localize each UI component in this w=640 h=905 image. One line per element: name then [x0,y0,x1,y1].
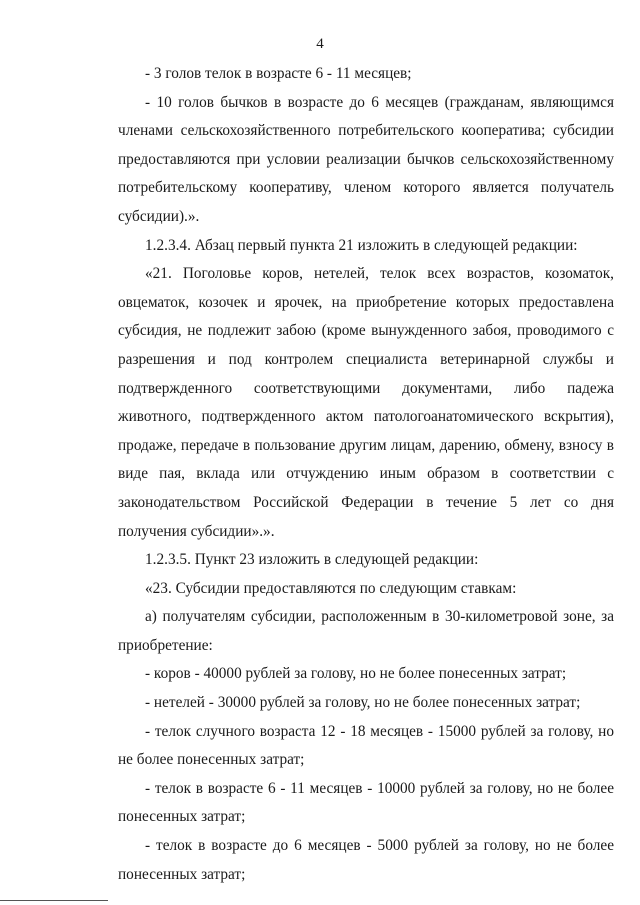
paragraph-clause-21: «21. Поголовье коров, нетелей, телок всех возрастов, козоматок, овцематок, козочек и ярочек, на приобретение которых предоставлена субсидия, не подлежит забою (кроме вынужденного забоя, проводимого с разрешения и под контролем специалиста ветеринарной службы и подтвержденного соответствующими документами, либо падежа животного, подтвержденного актом патологоанатомического вскрытия), продаже, передаче в пользование другим лицам, дарению, обмену, взносу в виде пая, вклада или отчуждению иным образом в соответствии с законодательством Российской Федерации в течение 5 лет со дня получения субсидии».». [118,265,614,540]
footnote-rule [0,900,108,901]
paragraph-cows-rate: - коров - 40000 рублей за голову, но не более понесенных затрат; [145,665,567,683]
paragraph-heifers-6-11-rate: - телок в возрасте 6 - 11 месяцев - 10000 рублей за голову, но не более понесенных затрат; [118,779,614,826]
document-body [118,60,614,889]
paragraph-heifers-rate: - нетелей - 30000 рублей за голову, но не более понесенных затрат; [145,694,581,712]
page-number: 4 [316,36,324,52]
paragraph-breeding-heifers-rate: - телок случного возраста 12 - 18 месяцев - 15000 рублей за голову, но не более понесенных затрат; [118,722,614,769]
paragraph-30km-zone: а) получателям субсидии, расположенным в 30-километровой зоне, за приобретение: [118,608,614,654]
paragraph-clause-23: «23. Субсидии предоставляются по следующим ставкам: [145,579,517,597]
paragraph-bulls-under-6: - 10 голов бычков в возрасте до 6 месяцев (гражданам, являющимся членами сельскохозяйственного потребительского кооператива; субсидии предоставляются при условии реализации бычков сельскохозяйственному потребительскому кооперативу, членом которого является получатель субсидии).». [118,93,614,225]
paragraph-amend-23: 1.2.3.5. Пункт 23 изложить в следующей редакции: [145,551,479,569]
paragraph-heifers-6-11: - 3 голов телок в возрасте 6 - 11 месяцев; [145,65,412,82]
paragraph-heifers-under-6-rate: - телок в возрасте до 6 месяцев - 5000 рублей за голову, но не более понесенных затрат; [118,837,614,883]
paragraph-amend-21: 1.2.3.4. Абзац первый пункта 21 изложить в следующей редакции: [145,236,578,254]
